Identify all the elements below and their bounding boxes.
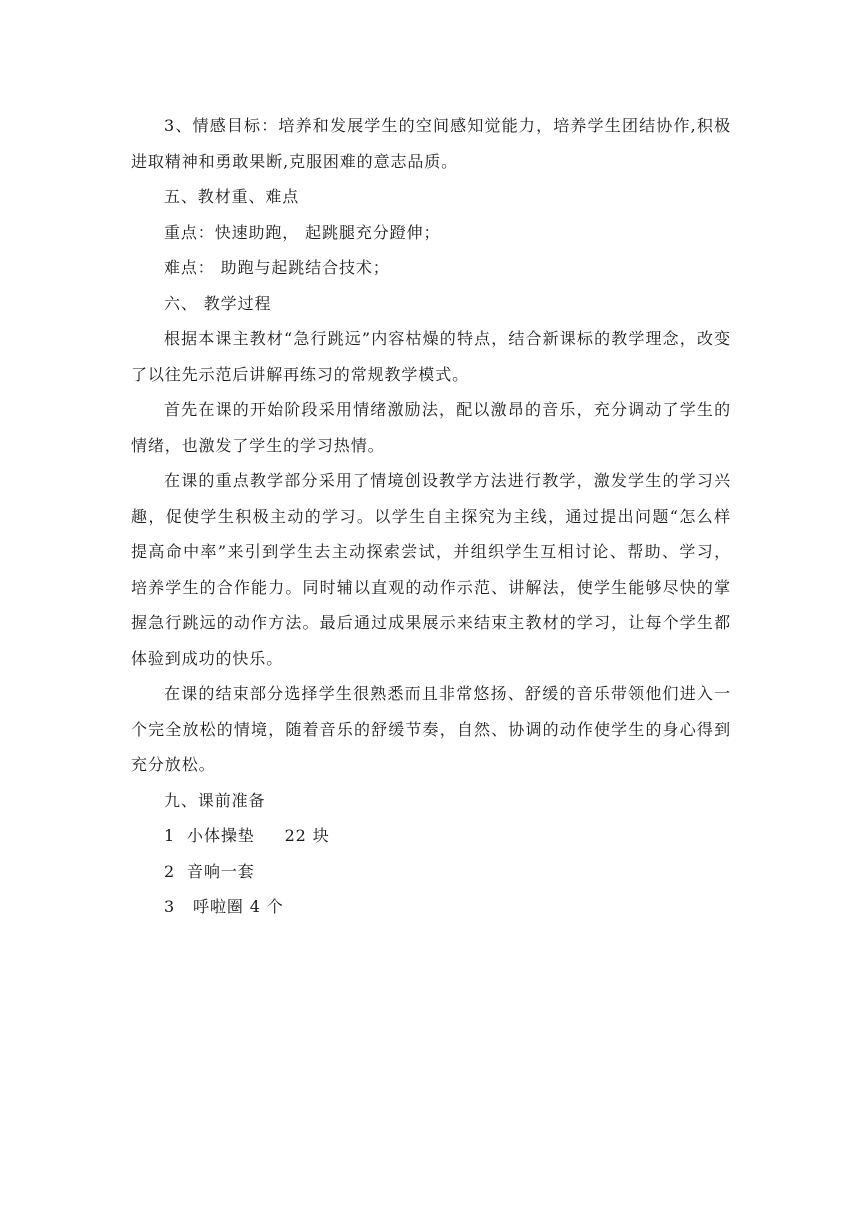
- preparation-item: 3 呼啦圈 4 个: [164, 897, 284, 916]
- difficulty-line: 难点： 助跑与起跳结合技术；: [164, 258, 390, 277]
- preparation-item: 1 小体操垫 22 块: [164, 826, 330, 845]
- preparation-item: 2 音响一套: [164, 861, 255, 881]
- process-paragraph-end: 在课的结束部分选择学生很熟悉而且非常悠扬、舒缓的音乐带领他们进入一个完全放松的情境，随着音乐的舒缓节奏，自然、协调的动作使学生的身心得到充分放松。: [131, 684, 731, 774]
- section-heading-teaching-process: 六、 教学过程: [164, 293, 272, 313]
- process-paragraph-main: 在课的重点教学部分采用了情境创设教学方法进行教学，激发学生的学习兴趣，促使学生积极主动的学习。以学生自主探究为主线，通过提出问题“怎么样提高命中率”来引到学生去主动探索尝试，并组织学生互相讨论、帮助、学习，培养学生的合作能力。同时辅以直观的动作示范、讲解法，使学生能够尽快的掌握急行跳远的动作方法。最后通过成果展示来结束主教材的学习，让每个学生都体验到成功的快乐。: [131, 471, 731, 668]
- section-heading-key-points: 五、教材重、难点: [164, 187, 300, 206]
- section-heading-preparation: 九、课前准备: [164, 790, 266, 810]
- emotional-goal-paragraph: 3、情感目标：培养和发展学生的空间感知觉能力，培养学生团结协作,积极进取精神和勇敢果断,克服困难的意志品质。: [131, 116, 731, 171]
- document-body: [131, 108, 731, 925]
- process-paragraph-intro: 根据本课主教材“急行跳远”内容枯燥的特点，结合新课标的教学理念，改变了以往先示范后讲解再练习的常规教学模式。: [131, 329, 731, 384]
- process-paragraph-start: 首先在课的开始阶段采用情绪激励法，配以激昂的音乐，充分调动了学生的情绪，也激发了学生的学习热情。: [131, 400, 731, 455]
- key-point-line: 重点：快速助跑， 起跳腿充分蹬伸；: [164, 222, 441, 242]
